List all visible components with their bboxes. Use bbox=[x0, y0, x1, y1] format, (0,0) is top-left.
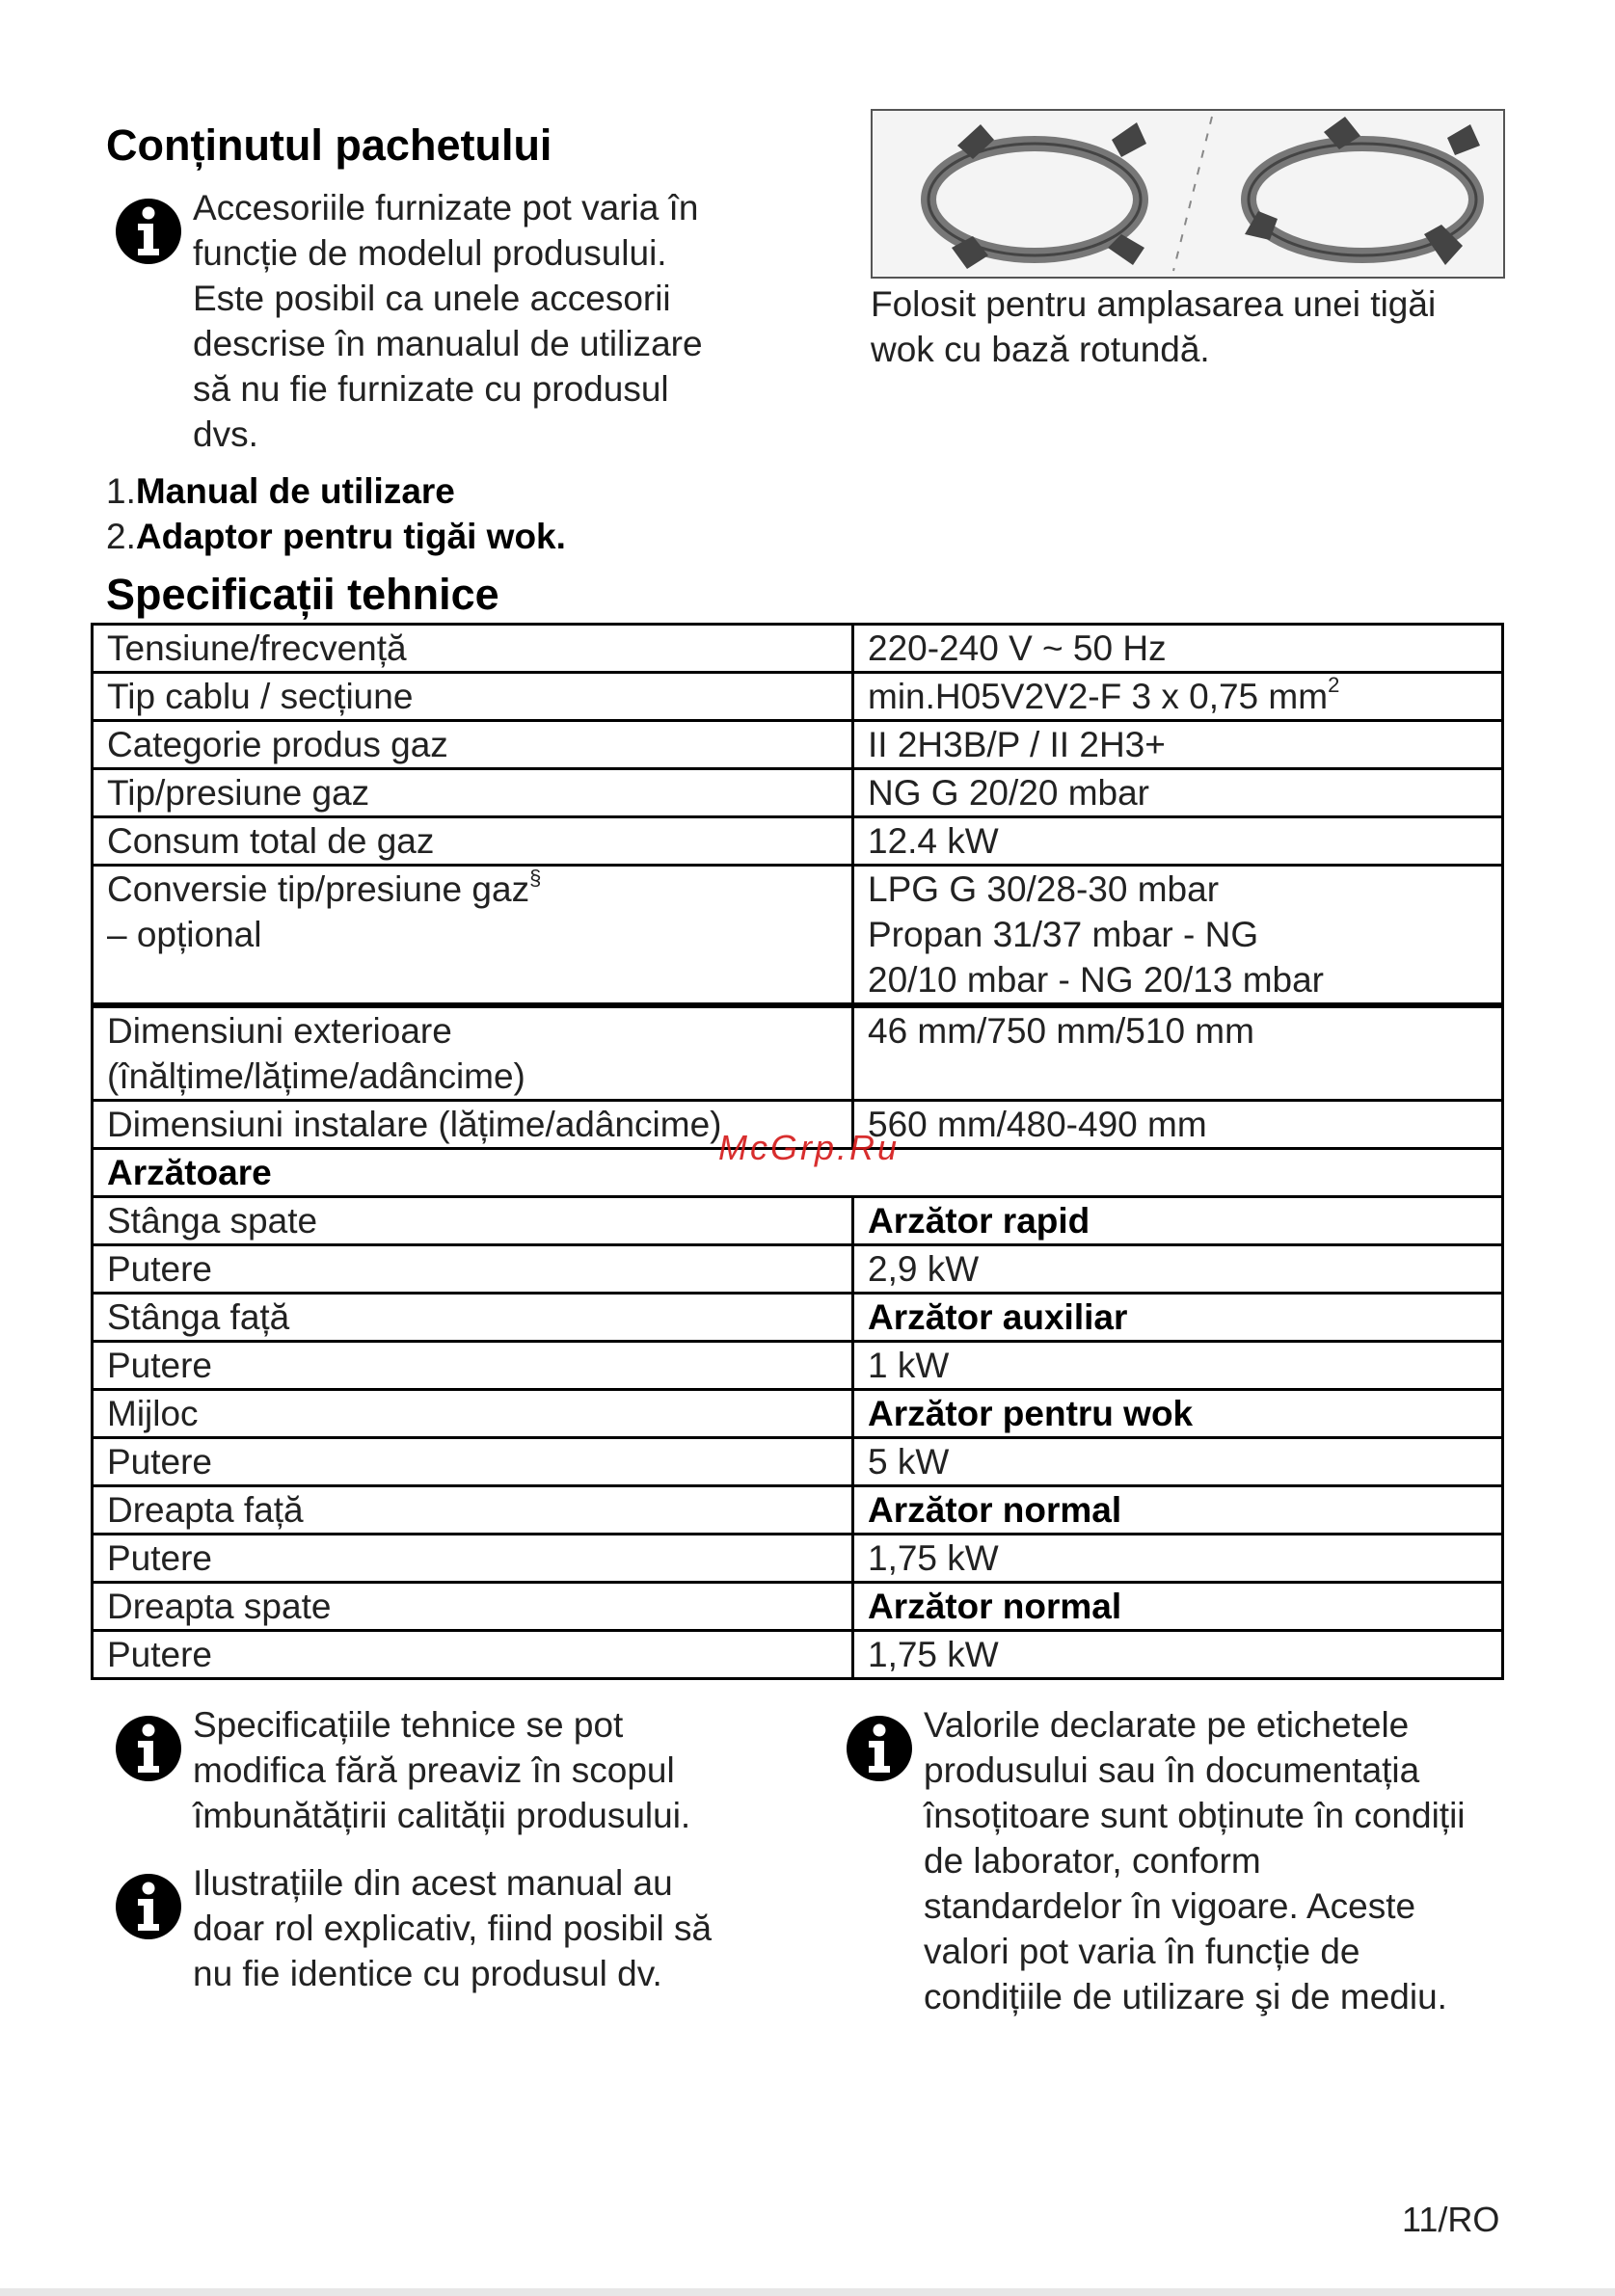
spec-value: 12.4 kW bbox=[853, 817, 1503, 866]
note-specs-change: Specificațiile tehnice se pot modifica fără preaviz în scopul îmbunătățirii calității produsului. bbox=[193, 1705, 691, 1835]
list-item: 2.Adaptor pentru tigăi wok. bbox=[106, 517, 566, 556]
burner-power-label: Putere bbox=[93, 1342, 853, 1390]
spec-label: Tensiune/frecvență bbox=[93, 625, 853, 673]
table-row bbox=[93, 1535, 1503, 1583]
spec-value: min.H05V2V2-F 3 x 0,75 $mm^2$ bbox=[853, 673, 1503, 721]
table-row bbox=[93, 1486, 1503, 1535]
spec-label: Tip/presiune gaz bbox=[93, 769, 853, 817]
spec-label: Tip cablu / secțiune bbox=[93, 673, 853, 721]
burner-power: 5 kW bbox=[853, 1438, 1503, 1486]
table-row bbox=[93, 1197, 1503, 1245]
table-row bbox=[93, 1005, 1503, 1101]
table-row bbox=[93, 1583, 1503, 1631]
spec-value: 560 mm/480-490 mm bbox=[853, 1101, 1503, 1149]
burner-position: Mijloc bbox=[93, 1390, 853, 1438]
burner-power: 1,75 kW bbox=[853, 1535, 1503, 1583]
note-line: Este posibil ca unele accesorii bbox=[193, 279, 671, 318]
table-row bbox=[93, 1245, 1503, 1294]
burner-type: Arzător normal bbox=[853, 1486, 1503, 1535]
burners-header: Arzătoare bbox=[93, 1149, 1503, 1197]
page-number: 11/RO bbox=[1402, 2200, 1500, 2239]
spec-label: Dimensiuni instalare (lățime/adâncime) bbox=[93, 1101, 853, 1149]
contents-note bbox=[193, 185, 703, 457]
burner-power-label: Putere bbox=[93, 1245, 853, 1294]
burner-power: 2,9 kW bbox=[853, 1245, 1503, 1294]
table-row bbox=[93, 817, 1503, 866]
note-illustrations: Ilustrațiile din acest manual au doar rol explicativ, fiind posibil să nu fie identice cu produsul dv. bbox=[193, 1863, 713, 1993]
spec-value: 46 mm/750 mm/510 mm bbox=[853, 1005, 1503, 1101]
info-icon bbox=[114, 197, 183, 266]
wok-caption bbox=[871, 281, 1436, 372]
spec-value: II 2H3B/P / II 2H3+ bbox=[853, 721, 1503, 769]
burner-type: Arzător pentru wok bbox=[853, 1390, 1503, 1438]
table-row bbox=[93, 673, 1503, 721]
watermark: McGrp.Ru bbox=[718, 1128, 901, 1167]
spec-value: NG G 20/20 mbar bbox=[853, 769, 1503, 817]
table-row bbox=[93, 769, 1503, 817]
burner-position: Dreapta față bbox=[93, 1486, 853, 1535]
table-row bbox=[93, 1390, 1503, 1438]
specs-title: Specificații tehnice bbox=[106, 570, 499, 619]
spec-label: Dimensiuni exterioare (înălțime/lățime/adâncime) bbox=[93, 1005, 853, 1101]
note-line: dvs. bbox=[193, 414, 258, 454]
contents-list bbox=[106, 468, 566, 559]
burner-type: Arzător auxiliar bbox=[853, 1294, 1503, 1342]
burner-position: Stânga față bbox=[93, 1294, 853, 1342]
bottom-divider bbox=[0, 2288, 1615, 2296]
table-row bbox=[93, 1294, 1503, 1342]
table-row bbox=[93, 721, 1503, 769]
table-row bbox=[93, 866, 1503, 1006]
table-row bbox=[93, 625, 1503, 673]
list-item: 1.Manual de utilizare bbox=[106, 471, 455, 511]
caption-line: Folosit pentru amplasarea unei tigăi bbox=[871, 284, 1437, 324]
burner-power-label: Putere bbox=[93, 1438, 853, 1486]
info-icon bbox=[114, 1872, 183, 1941]
note-line: să nu fie furnizate cu produsul bbox=[193, 369, 669, 409]
burner-type: Arzător rapid bbox=[853, 1197, 1503, 1245]
burner-position: Dreapta spate bbox=[93, 1583, 853, 1631]
spec-value: 220-240 V ~ 50 Hz bbox=[853, 625, 1503, 673]
table-row bbox=[93, 1342, 1503, 1390]
spec-label: Consum total de gaz bbox=[93, 817, 853, 866]
note-line: Accesoriile furnizate pot varia în bbox=[193, 188, 699, 227]
note-line: funcție de modelul produsului. bbox=[193, 233, 667, 273]
burner-position: Stânga spate bbox=[93, 1197, 853, 1245]
contents-title: Conținutul pachetului bbox=[106, 120, 552, 170]
burner-power-label: Putere bbox=[93, 1631, 853, 1679]
spec-label: Conversie tip/presiune gaz§ – opțional bbox=[93, 866, 853, 1006]
burner-type: Arzător normal bbox=[853, 1583, 1503, 1631]
table-row bbox=[93, 1631, 1503, 1679]
burner-power-label: Putere bbox=[93, 1535, 853, 1583]
info-icon bbox=[845, 1714, 914, 1783]
wok-adaptor-drawing bbox=[873, 111, 1503, 277]
note-declared-values: Valorile declarate pe etichetele produsului sau în documentația însoțitoare sunt obținute în condiții de laborator, conform standardelor în vigoare. Aceste valori pot varia în funcție de condițiile de utilizare şi de mediu. bbox=[924, 1705, 1466, 2016]
spec-value: LPG G 30/28-30 mbar Propan 31/37 mbar - NG 20/10 mbar - NG 20/13 mbar bbox=[853, 866, 1503, 1006]
note-line: descrise în manualul de utilizare bbox=[193, 324, 703, 363]
wok-adaptor-illustration bbox=[871, 109, 1505, 279]
burner-power: 1 kW bbox=[853, 1342, 1503, 1390]
info-icon bbox=[114, 1714, 183, 1783]
caption-line: wok cu bază rotundă. bbox=[871, 330, 1210, 369]
spec-label: Categorie produs gaz bbox=[93, 721, 853, 769]
table-row bbox=[93, 1438, 1503, 1486]
burner-power: 1,75 kW bbox=[853, 1631, 1503, 1679]
